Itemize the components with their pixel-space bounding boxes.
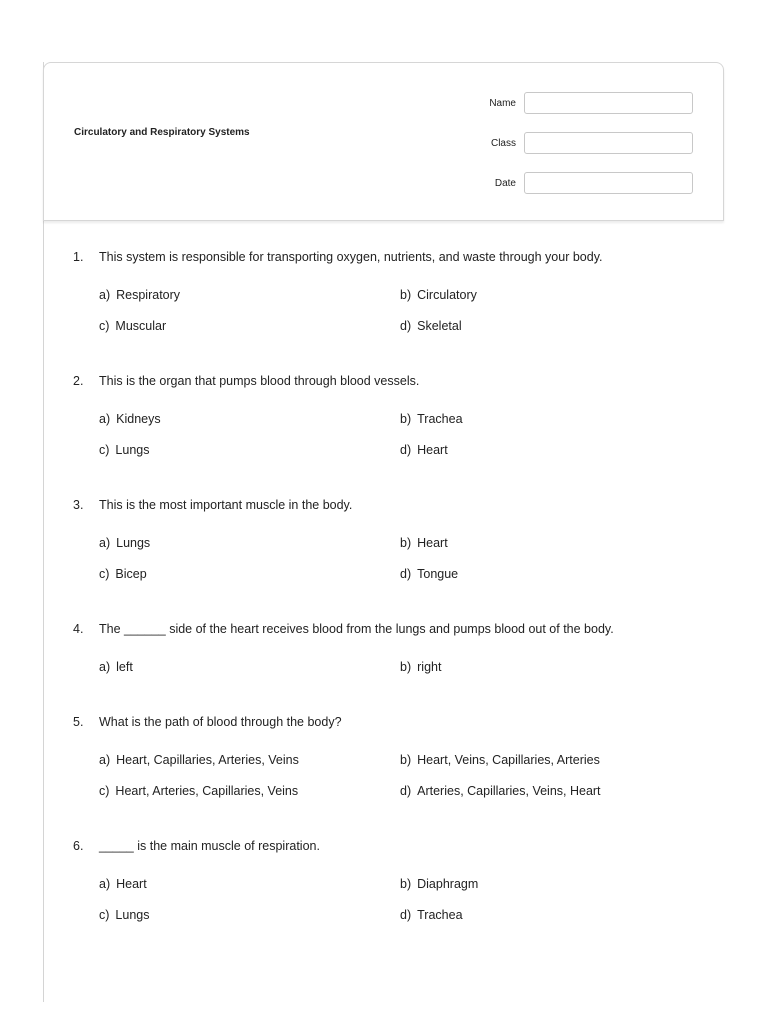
option-text: Trachea [417, 908, 463, 922]
option-5c[interactable] [99, 784, 298, 798]
option-1d[interactable] [400, 319, 462, 333]
option-6c[interactable] [99, 908, 149, 922]
option-6a[interactable] [99, 877, 147, 891]
option-1c[interactable] [99, 319, 166, 333]
question-6 [73, 839, 728, 853]
option-letter: c) [99, 567, 110, 581]
question-number: 5. [73, 715, 84, 729]
question-3 [73, 498, 728, 512]
option-3a[interactable] [99, 536, 150, 550]
option-text: left [116, 660, 133, 674]
option-4a[interactable] [99, 660, 133, 674]
option-3c[interactable] [99, 567, 147, 581]
option-text: Bicep [115, 567, 147, 581]
option-letter: a) [99, 412, 111, 426]
option-text: Tongue [417, 567, 459, 581]
question-2 [73, 374, 728, 388]
option-text: right [417, 660, 442, 674]
option-letter: b) [400, 877, 412, 891]
option-text: Diaphragm [417, 877, 479, 891]
option-2b[interactable] [400, 412, 463, 426]
option-1b[interactable] [400, 288, 477, 302]
date-field-row [495, 171, 693, 195]
question-text: This is the organ that pumps blood through blood vessels. [99, 374, 420, 388]
question-text: _____ is the main muscle of respiration. [99, 839, 320, 853]
question-1 [73, 250, 728, 264]
option-text: Heart, Arteries, Capillaries, Veins [115, 784, 299, 798]
option-text: Lungs [115, 443, 150, 457]
question-text: This is the most important muscle in the body. [99, 498, 353, 512]
question-4 [73, 622, 728, 636]
name-input[interactable] [524, 92, 693, 114]
option-text: Heart [417, 536, 448, 550]
class-label: Class [490, 137, 516, 149]
option-text: Kidneys [116, 412, 161, 426]
option-4b[interactable] [400, 660, 441, 674]
option-letter: a) [99, 753, 111, 767]
question-text: This system is responsible for transporting oxygen, nutrients, and waste through your body. [99, 250, 603, 264]
option-text: Heart [116, 877, 147, 891]
option-text: Arteries, Capillaries, Veins, Heart [417, 784, 601, 798]
option-letter: b) [400, 412, 412, 426]
class-input[interactable] [524, 132, 693, 154]
option-2a[interactable] [99, 412, 161, 426]
option-text: Lungs [116, 536, 151, 550]
option-text: Trachea [417, 412, 463, 426]
option-5b[interactable] [400, 753, 600, 767]
option-1a[interactable] [99, 288, 180, 302]
option-letter: b) [400, 288, 412, 302]
name-label: Name [489, 97, 516, 109]
question-text: What is the path of blood through the body? [99, 715, 342, 729]
option-letter: a) [99, 660, 111, 674]
option-letter: d) [400, 784, 412, 798]
option-5d[interactable] [400, 784, 601, 798]
name-field-row [489, 91, 693, 115]
option-letter: b) [400, 536, 412, 550]
worksheet-title: Circulatory and Respiratory Systems [74, 127, 250, 138]
class-field-row [491, 131, 693, 155]
option-text: Heart, Capillaries, Arteries, Veins [116, 753, 299, 767]
option-6d[interactable] [400, 908, 463, 922]
option-letter: d) [400, 567, 412, 581]
question-number: 4. [73, 622, 84, 636]
option-letter: a) [99, 536, 111, 550]
option-letter: d) [400, 319, 412, 333]
option-text: Muscular [115, 319, 167, 333]
option-text: Heart [417, 443, 448, 457]
option-letter: c) [99, 784, 110, 798]
question-number: 3. [73, 498, 84, 512]
worksheet-header [43, 62, 724, 221]
option-text: Respiratory [116, 288, 181, 302]
question-number: 6. [73, 839, 84, 853]
option-letter: c) [99, 908, 110, 922]
option-3b[interactable] [400, 536, 448, 550]
option-text: Circulatory [417, 288, 477, 302]
option-letter: a) [99, 877, 111, 891]
option-letter: d) [400, 443, 412, 457]
option-6b[interactable] [400, 877, 478, 891]
option-2c[interactable] [99, 443, 149, 457]
option-text: Skeletal [417, 319, 462, 333]
question-number: 2. [73, 374, 84, 388]
question-number: 1. [73, 250, 84, 264]
question-text: The ______ side of the heart receives blood from the lungs and pumps blood out of the body. [99, 622, 614, 636]
option-letter: b) [400, 660, 412, 674]
date-label: Date [494, 177, 516, 189]
question-5 [73, 715, 728, 729]
option-letter: b) [400, 753, 412, 767]
option-letter: c) [99, 443, 110, 457]
option-letter: d) [400, 908, 412, 922]
option-2d[interactable] [400, 443, 448, 457]
option-letter: a) [99, 288, 111, 302]
option-3d[interactable] [400, 567, 458, 581]
option-letter: c) [99, 319, 110, 333]
option-text: Heart, Veins, Capillaries, Arteries [417, 753, 600, 767]
option-text: Lungs [115, 908, 150, 922]
option-5a[interactable] [99, 753, 299, 767]
date-input[interactable] [524, 172, 693, 194]
